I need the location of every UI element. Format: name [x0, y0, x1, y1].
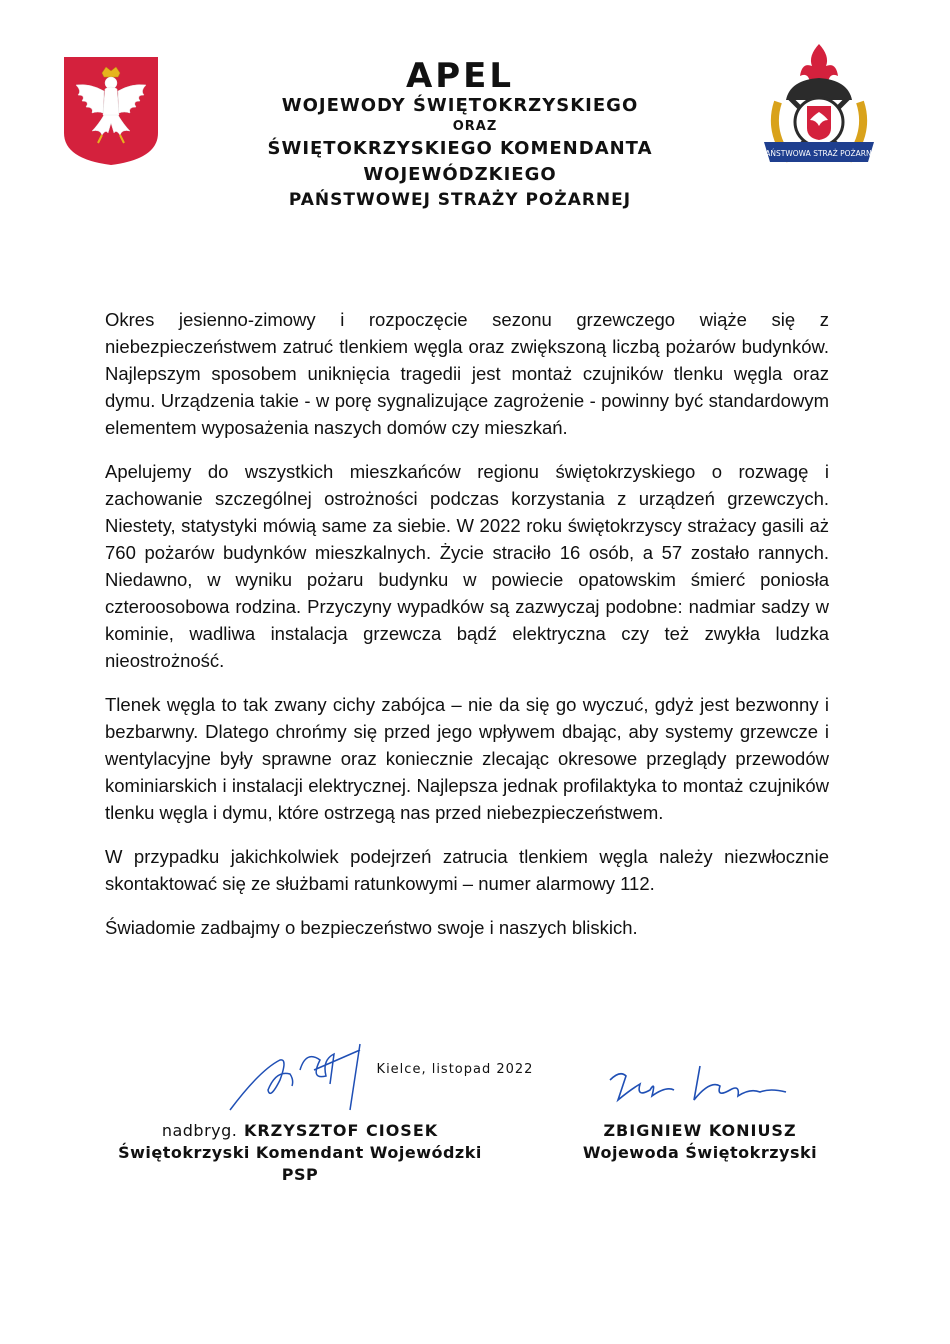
handwritten-signature-commander: [210, 1040, 390, 1120]
commander-rank: nadbryg.: [161, 1121, 238, 1140]
paragraph-closing: Świadomie zadbajmy o bezpieczeństwo swoje i naszych bliskich.: [105, 917, 638, 938]
voivode-name: ZBIGNIEW KONIUSZ: [603, 1121, 797, 1140]
appeal-body: [105, 306, 829, 958]
commander-name: KRZYSZTOF CIOSEK: [243, 1121, 439, 1140]
psp-fire-service-emblem-icon: [760, 42, 878, 182]
paragraph-statistics: Apelujemy do wszystkich mieszkańców regionu świętokrzyskiego o rozwagę i zachowanie szczególnej ostrożności podczas korzystania z urządzeń grzewczych. Niestety, statystyki mówią same za siebie. W 2022 roku świętokrzyscy strażacy gasili aż 760 pożarów budynków mieszkalnych. Życie straciło 16 osób, a 57 zostało rannych. Niedawno, w wyniku pożaru budynku w powiecie opatowskim śmierć poniosła czteroosobowa rodzina. Przyczyny wypadków są zazwyczaj podobne: nadmiar sadzy w kominie, wadliwa instalacja grzewcza bądź elektryczna czy też zwykła ludzka nieostrożność.: [105, 461, 829, 671]
paragraph-carbon-monoxide: Tlenek węgla to tak zwany cichy zabójca – nie da się go wyczuć, gdyż jest bezwonny i bezbarwny. Dlatego chrońmy się przed jego wpływem dbając, aby systemy grzewcze i wentylacyjne były sprawne oraz koniecznie zlecając okresowe przeglądy przewodów kominiarskich i instalacji elektrycznej. Najlepsza jednak profilaktyka to montaż czujników tlenku węgla i dymu, które ostrzegą nas przed niebezpieczeństwem.: [105, 694, 829, 823]
commander-title: Świętokrzyski Komendant Wojewódzki: [118, 1143, 482, 1162]
handwritten-signature-voivode: [600, 1040, 800, 1120]
document-header: [170, 58, 750, 212]
commander-title-psp: PSP: [281, 1165, 319, 1184]
header-line-and: ORAZ: [452, 119, 498, 134]
document-title: APEL: [405, 56, 515, 96]
paragraph-intro: Okres jesienno-zimowy i rozpoczęcie sezonu grzewczego wiąże się z niebezpieczeństwem zatruć tlenkiem węgla oraz zwiększoną liczbą pożarów budynków. Najlepszym sposobem uniknięcia tragedii jest montaż czujników tlenku węgla oraz dymu. Urządzenia takie - w porę sygnalizujące zagrożenie - powinny być standardowym elementem wyposażenia naszych domów czy mieszkań.: [105, 309, 829, 438]
paragraph-emergency-number: W przypadku jakichkolwiek podejrzeń zatrucia tlenkiem węgla należy niezwłocznie skontaktować się ze służbami ratunkowymi – numer alarmowy 112.: [105, 846, 829, 894]
header-line-voivode: WOJEWODY ŚWIĘTOKRZYSKIEGO: [281, 95, 639, 116]
header-line-commander: ŚWIĘTOKRZYSKIEGO KOMENDANTA WOJEWÓDZKIEGO: [267, 138, 653, 185]
signature-block-voivode: [560, 1040, 840, 1164]
psp-ribbon-text: PAŃSTWOWA STRAŻ POŻARNA: [761, 149, 877, 158]
header-line-fire-service: PAŃSTWOWEJ STRAŻY POŻARNEJ: [288, 190, 632, 210]
place-and-date: Kielce, listopad 2022: [376, 1062, 534, 1077]
voivode-title: Wojewoda Świętokrzyski: [582, 1143, 818, 1162]
polish-coat-of-arms-icon: [62, 55, 160, 167]
commander-name-line: [100, 1120, 500, 1142]
